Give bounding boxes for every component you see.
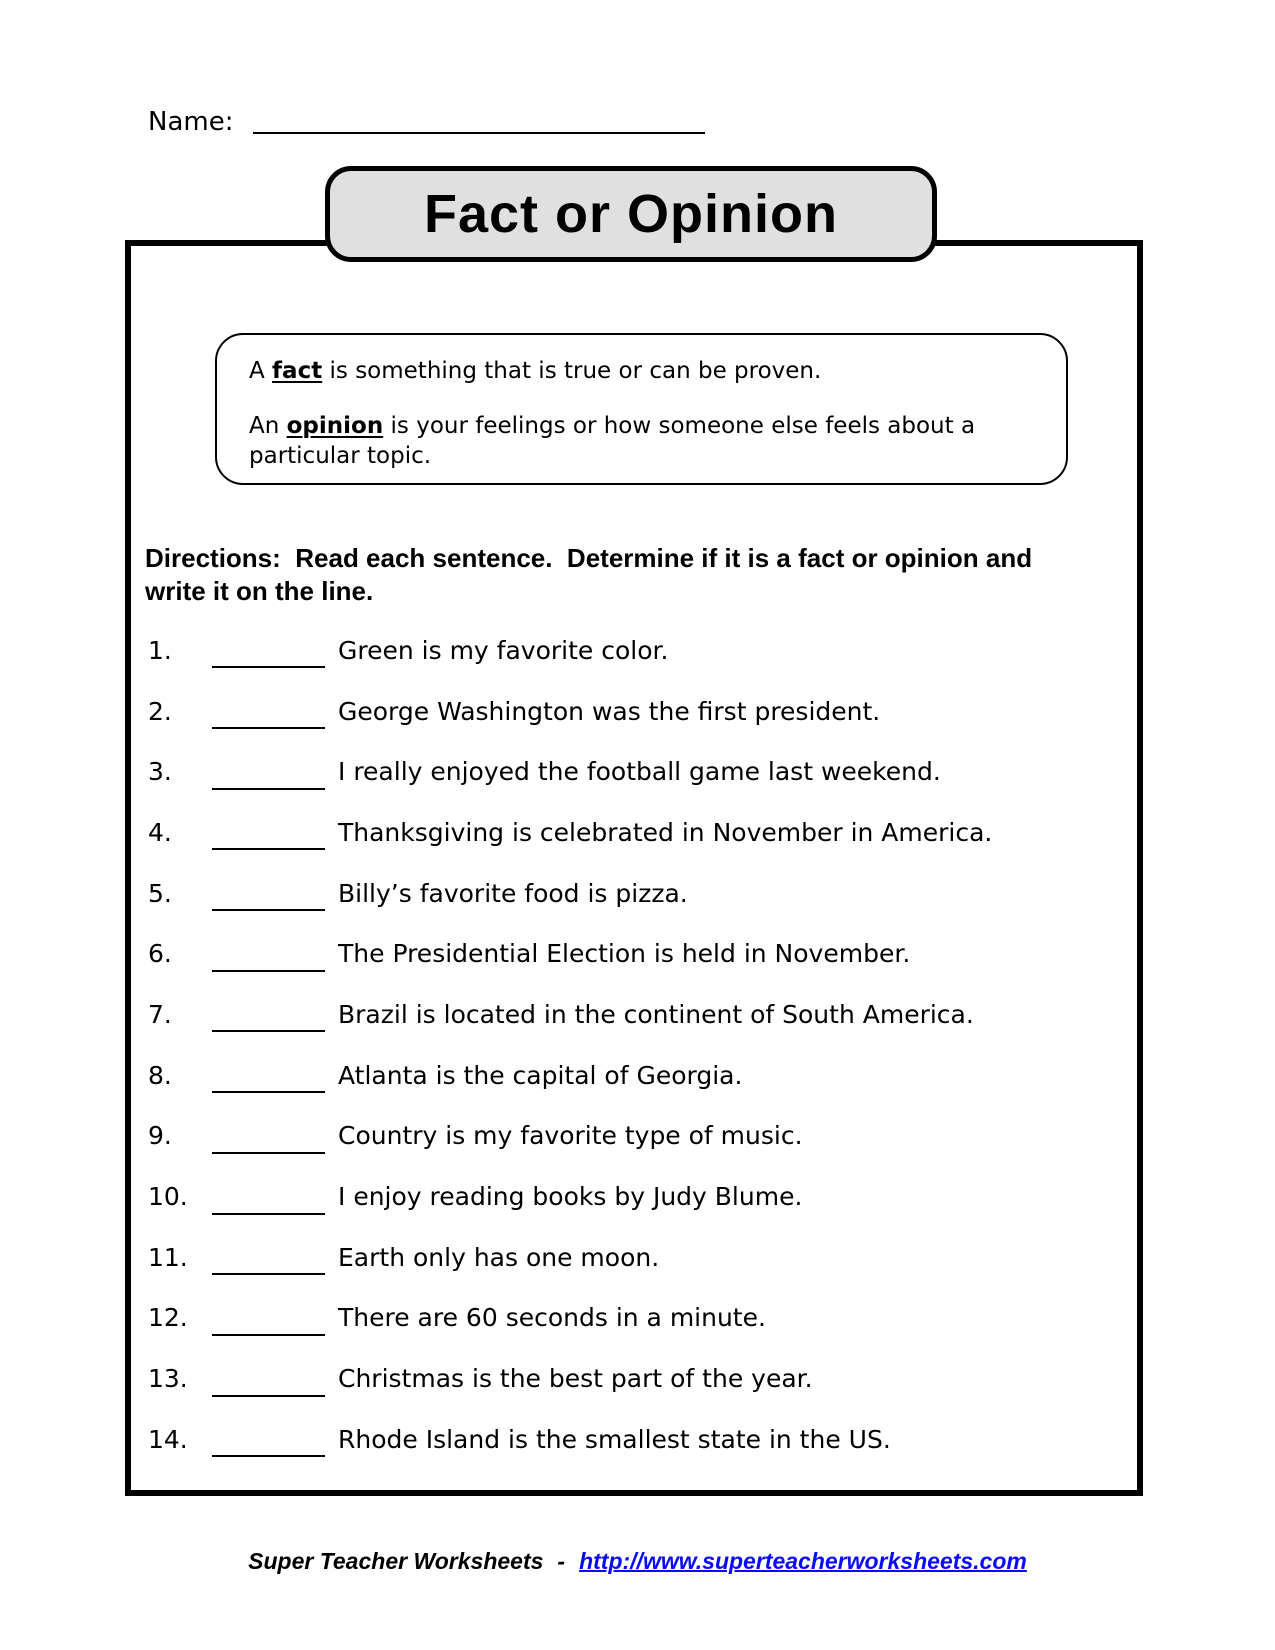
question-sentence: Christmas is the best part of the year. xyxy=(338,1364,813,1394)
answer-blank-line[interactable] xyxy=(212,1310,325,1336)
question-number: 5. xyxy=(148,878,172,908)
question-sentence: George Washington was the first president. xyxy=(338,696,881,726)
answer-blank-line[interactable] xyxy=(212,946,325,972)
answer-blank-line[interactable] xyxy=(212,1249,325,1275)
answer-blank-line[interactable] xyxy=(212,1006,325,1032)
question-sentence: The Presidential Election is held in November. xyxy=(338,939,911,969)
question-sentence: I really enjoyed the football game last weekend. xyxy=(338,757,941,787)
question-row xyxy=(148,923,1108,984)
question-sentence: Country is my favorite type of music. xyxy=(338,1121,803,1151)
question-number: 14. xyxy=(148,1424,188,1454)
question-row xyxy=(148,984,1108,1045)
question-list xyxy=(148,620,1108,1470)
question-number: 13. xyxy=(148,1364,188,1394)
question-number: 3. xyxy=(148,757,172,787)
answer-blank-line[interactable] xyxy=(212,703,325,729)
question-number: 9. xyxy=(148,1121,172,1151)
question-number: 4. xyxy=(148,817,172,847)
question-row xyxy=(148,1409,1108,1470)
question-number: 11. xyxy=(148,1242,188,1272)
name-row xyxy=(148,102,705,137)
opinion-term: opinion xyxy=(286,413,384,439)
question-row xyxy=(148,1045,1108,1106)
answer-blank-line[interactable] xyxy=(212,1189,325,1215)
question-number: 1. xyxy=(148,635,172,665)
directions-text: Directions: Read each sentence. Determine if it is a fact or opinion and write it on the line. xyxy=(145,543,1040,606)
answer-blank-line[interactable] xyxy=(212,1128,325,1154)
question-sentence: Atlanta is the capital of Georgia. xyxy=(338,1060,743,1090)
question-number: 6. xyxy=(148,939,172,969)
definition-box xyxy=(215,333,1068,485)
footer-brand: Super Teacher Worksheets xyxy=(248,1548,544,1574)
question-sentence: Earth only has one moon. xyxy=(338,1242,660,1272)
question-number: 10. xyxy=(148,1182,188,1212)
footer-separator: - xyxy=(557,1548,566,1574)
question-sentence: There are 60 seconds in a minute. xyxy=(338,1303,766,1333)
question-number: 2. xyxy=(148,696,172,726)
name-blank-line[interactable] xyxy=(253,102,705,134)
question-number: 12. xyxy=(148,1303,188,1333)
question-row xyxy=(148,681,1108,742)
question-row xyxy=(148,802,1108,863)
footer-link[interactable]: http://www.superteacherworksheets.com xyxy=(579,1548,1027,1574)
question-row xyxy=(148,1288,1108,1349)
answer-blank-line[interactable] xyxy=(212,824,325,850)
answer-blank-line[interactable] xyxy=(212,642,325,668)
question-sentence: Thanksgiving is celebrated in November in America. xyxy=(338,817,993,847)
question-row xyxy=(148,1166,1108,1227)
question-row xyxy=(148,620,1108,681)
question-number: 8. xyxy=(148,1060,172,1090)
answer-blank-line[interactable] xyxy=(212,1431,325,1457)
question-row xyxy=(148,863,1108,924)
question-sentence: I enjoy reading books by Judy Blume. xyxy=(338,1182,803,1212)
question-row xyxy=(148,1348,1108,1409)
question-row xyxy=(148,1106,1108,1167)
footer xyxy=(0,1548,1275,1575)
question-row xyxy=(148,1227,1108,1288)
opinion-definition: An opinion is your feelings or how someone else feels about a particular topic. xyxy=(249,413,976,469)
question-number: 7. xyxy=(148,999,172,1029)
fact-definition: A fact is something that is true or can be proven. xyxy=(249,358,822,384)
page-title: Fact or Opinion xyxy=(424,184,838,244)
question-sentence: Billy’s favorite food is pizza. xyxy=(338,878,688,908)
question-sentence: Rhode Island is the smallest state in the US. xyxy=(338,1424,891,1454)
name-label: Name: xyxy=(148,107,234,137)
question-row xyxy=(148,741,1108,802)
title-banner xyxy=(325,166,937,262)
question-sentence: Green is my favorite color. xyxy=(338,635,669,665)
answer-blank-line[interactable] xyxy=(212,764,325,790)
answer-blank-line[interactable] xyxy=(212,885,325,911)
fact-term: fact xyxy=(272,358,323,384)
question-sentence: Brazil is located in the continent of South America. xyxy=(338,999,974,1029)
answer-blank-line[interactable] xyxy=(212,1067,325,1093)
answer-blank-line[interactable] xyxy=(212,1371,325,1397)
